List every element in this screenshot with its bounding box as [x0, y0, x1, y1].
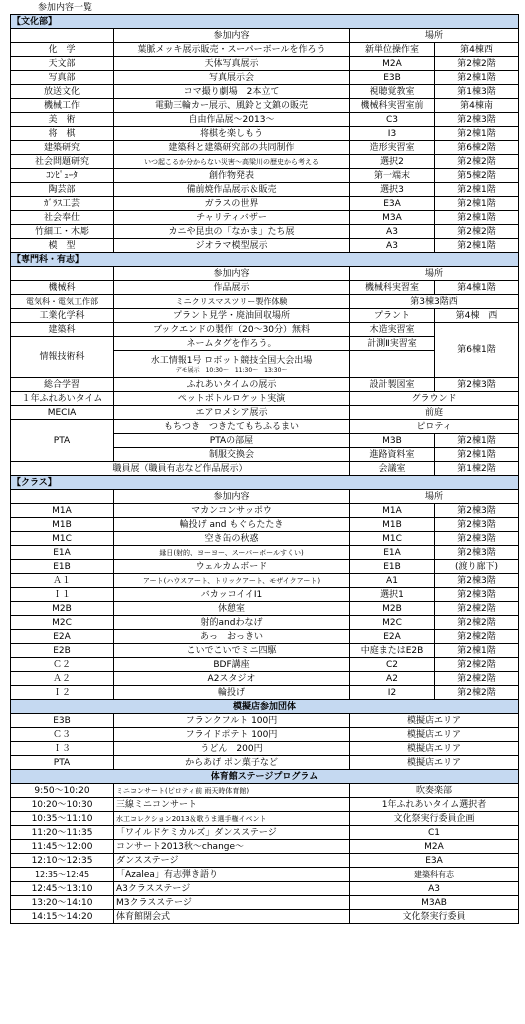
- floor: 第4棟 西: [435, 309, 519, 323]
- floor: 第2棟1階: [435, 644, 519, 658]
- activity: 縁日(射的、ヨーヨー、スーパーボールすくい): [114, 546, 350, 560]
- mock-row: [11, 728, 519, 742]
- floor: 第1棟3階: [435, 85, 519, 99]
- program: ミニコンサート(ピロティ前 雨天時体育館): [114, 784, 350, 798]
- activity: 制服交換会: [114, 448, 350, 462]
- floor: 第2棟1階: [435, 448, 519, 462]
- organizer: C1: [350, 826, 519, 840]
- location: E3B: [350, 71, 435, 85]
- location: グラウンド: [350, 392, 519, 406]
- floor: 第2棟2階: [435, 658, 519, 672]
- section-heading: 【文化部】: [11, 15, 519, 29]
- club-row: [11, 99, 519, 113]
- floor: 第5棟2階: [435, 169, 519, 183]
- activity: ブックエンドの製作（20〜30分）無料: [114, 323, 350, 337]
- floor: 第2棟3階: [435, 113, 519, 127]
- stage-row: [11, 868, 519, 882]
- place-header: 場所: [350, 267, 519, 281]
- stage-row: [11, 896, 519, 910]
- time-slot: 10:35〜11:10: [11, 812, 114, 826]
- location: E3A: [350, 197, 435, 211]
- activity: 休憩室: [114, 602, 350, 616]
- group-name: M2B: [11, 602, 114, 616]
- class-row: [11, 616, 519, 630]
- club-row: [11, 57, 519, 71]
- group-name: 陶芸部: [11, 183, 114, 197]
- location: A3: [350, 239, 435, 253]
- section-heading: 【専門科・有志】: [11, 253, 519, 267]
- location: E2A: [350, 630, 435, 644]
- location: 機械科実習室前: [350, 99, 435, 113]
- club-row: [11, 43, 519, 57]
- group-name: 建築科: [11, 323, 114, 337]
- activity: あっ おっきい: [114, 630, 350, 644]
- program: 「Azalea」有志弾き語り: [114, 868, 350, 882]
- activity: コマ撮り劇場 2本立て: [114, 85, 350, 99]
- program: M3クラスステージ: [114, 896, 350, 910]
- section-header-stage: [11, 770, 519, 784]
- section-heading: 体育館ステージプログラム: [11, 770, 519, 784]
- location: 選択1: [350, 588, 435, 602]
- section-heading: 模擬店参加団体: [11, 700, 519, 714]
- location: M1B: [350, 518, 435, 532]
- class-row: [11, 532, 519, 546]
- activity: 空き缶の秋惑: [114, 532, 350, 546]
- stage-row: [11, 840, 519, 854]
- group-name: 天文部: [11, 57, 114, 71]
- group-name: Ｃ２: [11, 658, 114, 672]
- club-row: [11, 211, 519, 225]
- group-name: Ｉ１: [11, 588, 114, 602]
- mock-row: [11, 742, 519, 756]
- stage-row: [11, 784, 519, 798]
- group-name: E3B: [11, 714, 114, 728]
- group-name: MECIA: [11, 406, 114, 420]
- activity: 輪投げ and もぐらたたき: [114, 518, 350, 532]
- location: 進路資料室: [350, 448, 435, 462]
- floor: 第2棟3階: [435, 546, 519, 560]
- club-row: [11, 169, 519, 183]
- location: 模擬店エリア: [350, 728, 519, 742]
- floor: 第2棟1階: [435, 127, 519, 141]
- location: 模擬店エリア: [350, 756, 519, 770]
- group-name: 建築研究: [11, 141, 114, 155]
- stage-row: [11, 812, 519, 826]
- activity: ガラスの世界: [114, 197, 350, 211]
- club-row: [11, 85, 519, 99]
- club-row: [11, 239, 519, 253]
- class-row: [11, 588, 519, 602]
- class-row: [11, 658, 519, 672]
- dept-row: [11, 462, 519, 476]
- location: 第3棟3階西: [350, 295, 519, 309]
- activity: 射的andわなげ: [114, 616, 350, 630]
- group-name: 竹細工・木彫: [11, 225, 114, 239]
- activity: 創作物発表: [114, 169, 350, 183]
- location: 機械科実習室: [350, 281, 435, 295]
- group-name: 社会問題研究: [11, 155, 114, 169]
- activity: ミニクリスマスツリー製作体験: [114, 295, 350, 309]
- location: 模擬店エリア: [350, 714, 519, 728]
- group-name: 機械工作: [11, 99, 114, 113]
- group-name: M1B: [11, 518, 114, 532]
- floor: 第4棟西: [435, 43, 519, 57]
- group-name: 放送文化: [11, 85, 114, 99]
- dept-row: [11, 392, 519, 406]
- location: A2: [350, 672, 435, 686]
- floor: 第2棟2階: [435, 616, 519, 630]
- time-slot: 11:20〜11:35: [11, 826, 114, 840]
- organizer: M2A: [350, 840, 519, 854]
- location: C3: [350, 113, 435, 127]
- blank-cell: [11, 267, 114, 281]
- document-title: 参加内容一覧: [38, 3, 93, 13]
- activity: 将棋を楽しもう: [114, 127, 350, 141]
- group-name: M1A: [11, 504, 114, 518]
- stage-row: [11, 910, 519, 924]
- section-header-classes: [11, 476, 519, 490]
- activity: いつ起こるか分からない災害〜高梁川の歴史から考える: [114, 155, 350, 169]
- section-header-mock: [11, 700, 519, 714]
- floor: 第2棟1階: [435, 183, 519, 197]
- place-header: 場所: [350, 29, 519, 43]
- class-row: [11, 686, 519, 700]
- dept-row: [11, 295, 519, 309]
- group-name: 電気科・電気工作部: [11, 295, 114, 309]
- class-row: [11, 546, 519, 560]
- activity: A2スタジオ: [114, 672, 350, 686]
- group-name: Ａ１: [11, 574, 114, 588]
- blank-cell: [11, 29, 114, 43]
- program: A3クラスステージ: [114, 882, 350, 896]
- floor: 第6棟1階: [435, 323, 519, 378]
- activity: 輪投げ: [114, 686, 350, 700]
- class-row: [11, 574, 519, 588]
- group-name: 工業化学科: [11, 309, 114, 323]
- location: プラント: [350, 309, 435, 323]
- stage-row: [11, 882, 519, 896]
- stage-row: [11, 826, 519, 840]
- floor: 第2棟1階: [435, 197, 519, 211]
- dept-row: [11, 378, 519, 392]
- group-name: 機械科: [11, 281, 114, 295]
- activity: 備前焼作品展示＆販売: [114, 183, 350, 197]
- floor: 第2棟2階: [435, 602, 519, 616]
- class-row: [11, 644, 519, 658]
- activity: マカンコンサッポウ: [114, 504, 350, 518]
- dept-row: [11, 406, 519, 420]
- time-slot: 14:15〜14:20: [11, 910, 114, 924]
- floor: 第2棟3階: [435, 574, 519, 588]
- location: ピロティ: [350, 420, 519, 434]
- time-slot: 12:45〜13:10: [11, 882, 114, 896]
- activity: PTAの部屋: [114, 434, 350, 448]
- activity: チャリティバザー: [114, 211, 350, 225]
- floor: 第4棟南: [435, 99, 519, 113]
- stage-row: [11, 854, 519, 868]
- content-header: 参加内容: [114, 490, 350, 504]
- time-slot: 11:45〜12:00: [11, 840, 114, 854]
- location: I2: [350, 686, 435, 700]
- group-name: ｺﾝﾋﾟｭｰﾀ: [11, 169, 114, 183]
- program: 水工コレクション2013＆歌うま選手権イベント: [114, 812, 350, 826]
- organizer: 建築科有志: [350, 868, 519, 882]
- floor: 第1棟2階: [435, 462, 519, 476]
- group-name: 美 術: [11, 113, 114, 127]
- activity: 建築科と建築研究部の共同制作: [114, 141, 350, 155]
- time-slot: 12:35〜12:45: [11, 868, 114, 882]
- activity: プラント見学・廃油回収場所: [114, 309, 350, 323]
- club-row: [11, 183, 519, 197]
- floor: 第2棟3階: [435, 588, 519, 602]
- section-header-culture: [11, 15, 519, 29]
- group-name: Ａ２: [11, 672, 114, 686]
- location: 計測Ⅱ実習室: [350, 337, 435, 351]
- mock-row: [11, 714, 519, 728]
- group-name: Ｃ３: [11, 728, 114, 742]
- activity: バカッコイイI1: [114, 588, 350, 602]
- program: 「ワイルドケミカルズ」ダンスステージ: [114, 826, 350, 840]
- schedule-table: [10, 14, 519, 924]
- floor: 第2棟3階: [435, 532, 519, 546]
- group-name: M2C: [11, 616, 114, 630]
- activity: ネームタグを作ろう。: [114, 337, 350, 351]
- dept-row: [11, 281, 519, 295]
- location: 木造実習室: [350, 323, 435, 337]
- floor: 第2棟2階: [435, 630, 519, 644]
- activity: こいでこいでミニ四駆: [114, 644, 350, 658]
- floor: 第2棟3階: [435, 378, 519, 392]
- activity: BDF講座: [114, 658, 350, 672]
- activity: ウェルカムボード: [114, 560, 350, 574]
- organizer: 1年ふれあいタイム選択者: [350, 798, 519, 812]
- activity: フライドポテト 100円: [114, 728, 350, 742]
- group-name: 将 棋: [11, 127, 114, 141]
- place-header: 場所: [350, 490, 519, 504]
- location: M2A: [350, 57, 435, 71]
- class-row: [11, 630, 519, 644]
- location: 設計製図室: [350, 378, 435, 392]
- time-slot: 10:20〜10:30: [11, 798, 114, 812]
- group-name: PTA: [11, 756, 114, 770]
- cell-subtext: デモ展示 10:30〜 11:30〜 13:30〜: [175, 366, 288, 374]
- group-name: Ｉ２: [11, 686, 114, 700]
- mock-row: [11, 756, 519, 770]
- program: コンサート2013秋〜change〜: [114, 840, 350, 854]
- schedule-table-body: [11, 15, 519, 924]
- activity: からあげ ポン菓子など: [114, 756, 350, 770]
- club-row: [11, 225, 519, 239]
- location: 選択3: [350, 183, 435, 197]
- blank-cell: [11, 490, 114, 504]
- activity: 職員展（職員有志など作品展示）: [11, 462, 350, 476]
- time-slot: 12:10〜12:35: [11, 854, 114, 868]
- activity: 電動三輪カー展示、風鈴と文鎮の販売: [114, 99, 350, 113]
- location: E1B: [350, 560, 435, 574]
- location: I3: [350, 127, 435, 141]
- content-header: 参加内容: [114, 29, 350, 43]
- group-name: １年ふれあいタイム: [11, 392, 114, 406]
- group-name: 総合学習: [11, 378, 114, 392]
- floor: 第2棟2階: [435, 686, 519, 700]
- group-name: M1C: [11, 532, 114, 546]
- activity: アート(ハウスアート、トリックアート、モザイクアート): [114, 574, 350, 588]
- location: E1A: [350, 546, 435, 560]
- dept-row: [11, 323, 519, 337]
- column-header-row: [11, 490, 519, 504]
- location: 会議室: [350, 462, 435, 476]
- location: M2B: [350, 602, 435, 616]
- location: 前庭: [350, 406, 519, 420]
- group-name: E2A: [11, 630, 114, 644]
- location: M1C: [350, 532, 435, 546]
- activity: うどん 200円: [114, 742, 350, 756]
- location: C2: [350, 658, 435, 672]
- floor: 第2棟1階: [435, 239, 519, 253]
- location: 造形実習室: [350, 141, 435, 155]
- activity: 写真展示会: [114, 71, 350, 85]
- location: M2C: [350, 616, 435, 630]
- program: 三線ミニコンサート: [114, 798, 350, 812]
- class-row: [11, 504, 519, 518]
- club-row: [11, 113, 519, 127]
- time-slot: 13:20〜14:10: [11, 896, 114, 910]
- blank-cell: [350, 351, 435, 378]
- activity: ふれあいタイムの展示: [114, 378, 350, 392]
- time-slot: 9:50〜10:20: [11, 784, 114, 798]
- content-header: 参加内容: [114, 267, 350, 281]
- program: ダンスステージ: [114, 854, 350, 868]
- column-header-row: [11, 29, 519, 43]
- floor: 第2棟3階: [435, 504, 519, 518]
- activity: エアロメシア展示: [114, 406, 350, 420]
- location: M1A: [350, 504, 435, 518]
- location: M3A: [350, 211, 435, 225]
- organizer: 吹奏楽部: [350, 784, 519, 798]
- floor: 第2棟2階: [435, 155, 519, 169]
- floor: 第2棟1階: [435, 71, 519, 85]
- group-name: 写真部: [11, 71, 114, 85]
- activity: フランクフルト 100円: [114, 714, 350, 728]
- floor: 第2棟2階: [435, 57, 519, 71]
- activity: ペットボトルロケット実演: [114, 392, 350, 406]
- club-row: [11, 197, 519, 211]
- floor: 第2棟1階: [435, 434, 519, 448]
- class-row: [11, 602, 519, 616]
- group-name: E1A: [11, 546, 114, 560]
- program: 体育館閉会式: [114, 910, 350, 924]
- activity: カニや昆虫の「なかま」たち展: [114, 225, 350, 239]
- activity: 葉脈メッキ展示販売・スーパーボールを作ろう: [114, 43, 350, 57]
- organizer: M3AB: [350, 896, 519, 910]
- group-name: Ｉ３: [11, 742, 114, 756]
- class-row: [11, 560, 519, 574]
- group-name: E2B: [11, 644, 114, 658]
- location: 新単位操作室: [350, 43, 435, 57]
- club-row: [11, 127, 519, 141]
- group-name: 化 学: [11, 43, 114, 57]
- group-name: PTA: [11, 420, 114, 462]
- activity: 自由作品展〜2013〜: [114, 113, 350, 127]
- section-heading: 【クラス】: [11, 476, 519, 490]
- floor: 第2棟3階: [435, 518, 519, 532]
- organizer: A3: [350, 882, 519, 896]
- club-row: [11, 141, 519, 155]
- location: 模擬店エリア: [350, 742, 519, 756]
- dept-row: [11, 309, 519, 323]
- class-row: [11, 518, 519, 532]
- activity: ジオラマ模型展示: [114, 239, 350, 253]
- class-row: [11, 672, 519, 686]
- location: 選択2: [350, 155, 435, 169]
- location: M3B: [350, 434, 435, 448]
- location: 中庭またはE2B: [350, 644, 435, 658]
- dept-row: [11, 420, 519, 434]
- location: 視聴覚教室: [350, 85, 435, 99]
- location: A1: [350, 574, 435, 588]
- location: 第一端末: [350, 169, 435, 183]
- floor: (渡り廊下): [435, 560, 519, 574]
- floor: 第2棟1階: [435, 211, 519, 225]
- section-header-specialty: [11, 253, 519, 267]
- location: A3: [350, 225, 435, 239]
- floor: 第2棟2階: [435, 225, 519, 239]
- organizer: 文化祭実行委員企画: [350, 812, 519, 826]
- organizer: E3A: [350, 854, 519, 868]
- floor: 第2棟2階: [435, 672, 519, 686]
- floor: 第4棟1階: [435, 281, 519, 295]
- club-row: [11, 155, 519, 169]
- column-header-row: [11, 267, 519, 281]
- floor: 第6棟2階: [435, 141, 519, 155]
- group-name: 情報技術科: [11, 337, 114, 378]
- group-name: 社会奉仕: [11, 211, 114, 225]
- club-row: [11, 71, 519, 85]
- schedule-sheet: [10, 14, 518, 924]
- organizer: 文化祭実行委員: [350, 910, 519, 924]
- activity: 水工情報1号 ロボット競技全国大会出場 デモ展示 10:30〜 11:30〜 13:30〜: [114, 351, 350, 378]
- group-name: E1B: [11, 560, 114, 574]
- group-name: ｶﾞﾗｽ工芸: [11, 197, 114, 211]
- activity: 作品展示: [114, 281, 350, 295]
- activity: 天体写真展示: [114, 57, 350, 71]
- activity: もちつき つきたてもちふるまい: [114, 420, 350, 434]
- stage-row: [11, 798, 519, 812]
- group-name: 模 型: [11, 239, 114, 253]
